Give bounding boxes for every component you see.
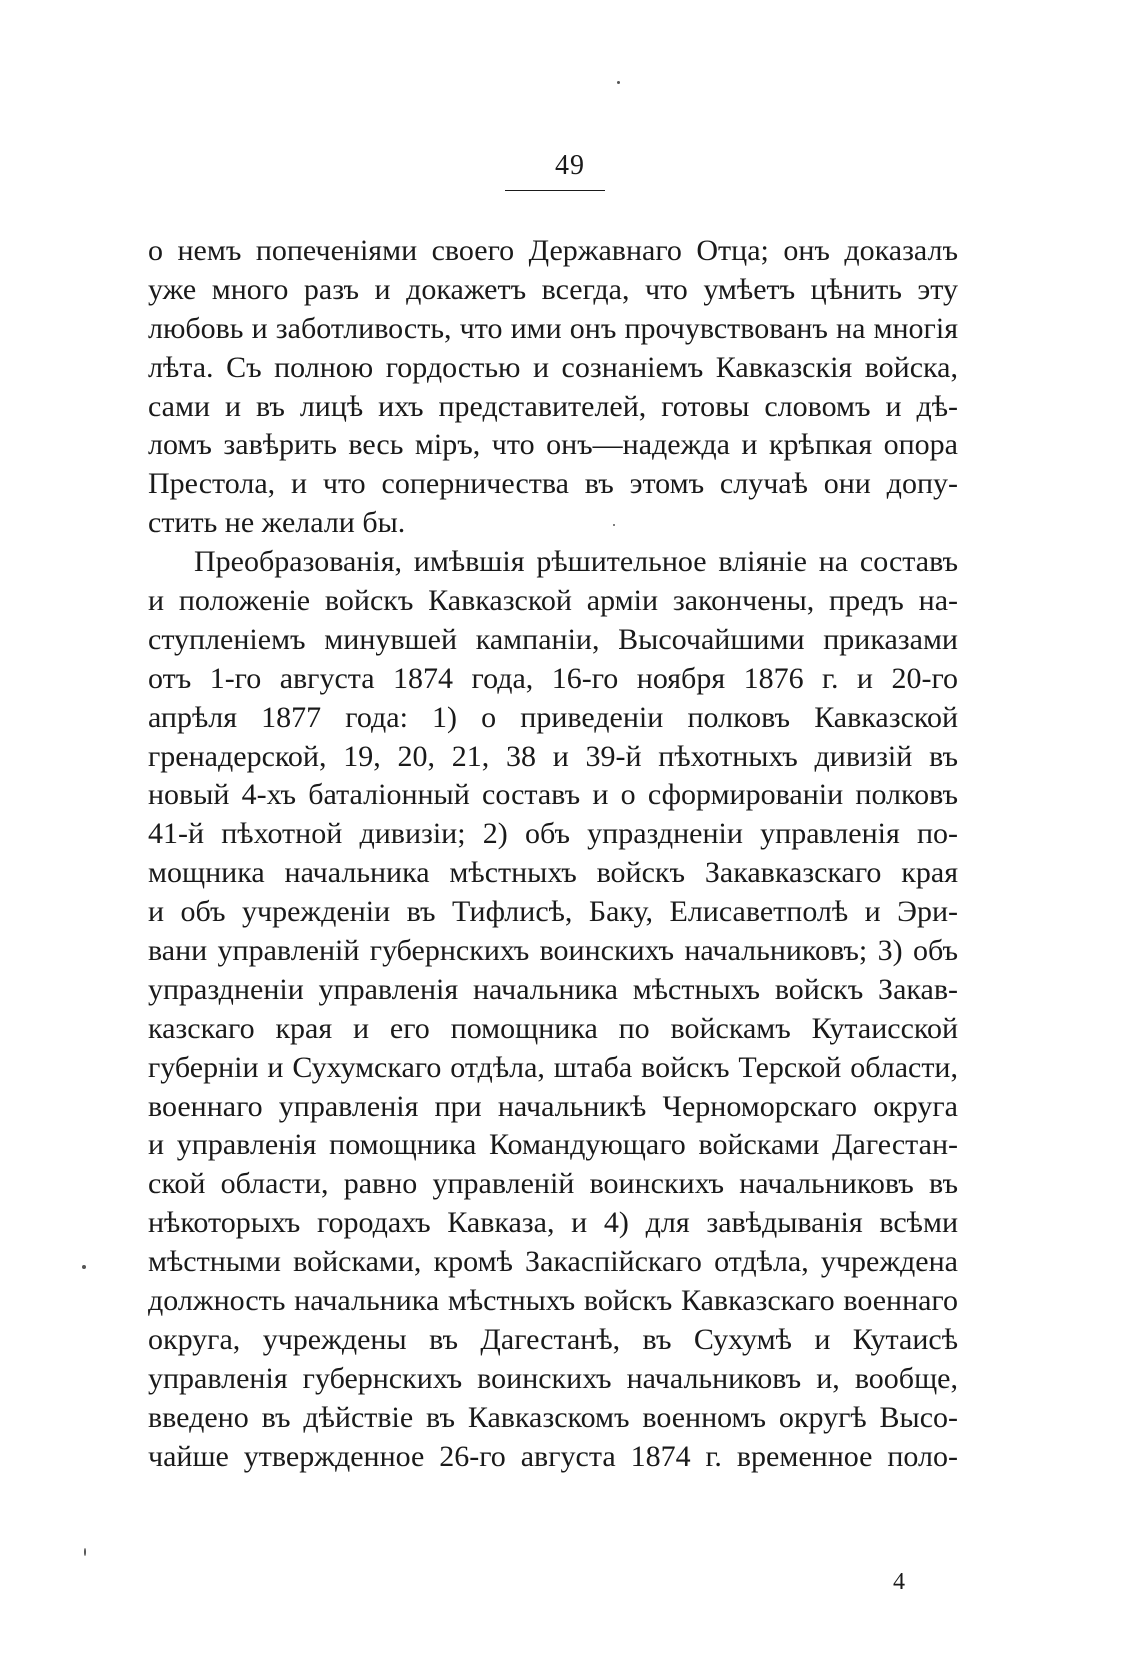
- text-line: новый 4-хъ баталіонный составъ и о сформированіи полковъ: [148, 778, 958, 812]
- paragraph-start-line: Преобразованія, имѣвшія рѣшительное вліяніе на составъ: [194, 545, 958, 579]
- text-line: управленія губернскихъ воинскихъ начальниковъ и, вообще,: [148, 1361, 958, 1395]
- body-text: [148, 232, 958, 1477]
- text-line: и положеніе войскъ Кавказской арміи закончены, предъ на-: [148, 584, 958, 618]
- text-line: мѣстными войсками, кромѣ Закаспійскаго отдѣла, учреждена: [148, 1245, 958, 1279]
- signature-mark: 4: [893, 1569, 905, 1595]
- text-line: стить не желали бы.: [148, 506, 406, 540]
- scan-speck: [617, 81, 620, 84]
- text-line: лѣта. Съ полною гордостью и сознаніемъ Кавказскія войска,: [148, 350, 958, 384]
- text-line: Престола, и что соперничества въ этомъ случаѣ они допу-: [148, 467, 958, 501]
- text-line: ломъ завѣрить весь міръ, что онъ—надежда и крѣпкая опора: [148, 428, 958, 462]
- text-line: округа, учреждены въ Дагестанѣ, въ Сухумѣ и Кутаисѣ: [148, 1322, 958, 1356]
- page-number-rule: [505, 190, 605, 191]
- text-line: 41-й пѣхотной дивизіи; 2) объ упраздненіи управленія по-: [148, 817, 958, 851]
- text-line: ской области, равно управленій воинскихъ начальниковъ въ: [148, 1167, 958, 1201]
- text-line: о немъ попеченіями своего Державнаго Отца; онъ доказалъ: [148, 234, 958, 267]
- text-line: чайше утвержденное 26-го августа 1874 г. временное поло-: [148, 1439, 958, 1473]
- text-line: отъ 1-го августа 1874 года, 16-го ноября 1876 г. и 20-го: [148, 661, 958, 695]
- text-line: гренадерской, 19, 20, 21, 38 и 39-й пѣхотныхъ дивизій въ: [148, 739, 958, 773]
- text-line: мощника начальника мѣстныхъ войскъ Закавказскаго края: [148, 856, 958, 890]
- scan-speck: [613, 524, 615, 526]
- text-line: ступленіемъ минувшей кампаніи, Высочайшими приказами: [148, 622, 958, 656]
- text-line: должность начальника мѣстныхъ войскъ Кавказскаго военнаго: [148, 1284, 958, 1318]
- text-line: вани управленій губернскихъ воинскихъ начальниковъ; 3) объ: [148, 934, 958, 968]
- text-line: и управленія помощника Командующаго войсками Дагестан-: [148, 1128, 958, 1162]
- text-line: и объ учрежденіи въ Тифлисѣ, Баку, Елисаветполѣ и Эри-: [148, 895, 958, 929]
- page-number: 49: [555, 150, 585, 181]
- text-line: уже много разъ и докажетъ всегда, что умѣетъ цѣнить эту: [148, 272, 958, 306]
- text-line: казскаго края и его помощника по войскамъ Кутаисской: [148, 1011, 958, 1045]
- text-line: введено въ дѣйствіе въ Кавказскомъ военномъ округѣ Высо-: [148, 1400, 958, 1434]
- text-line: нѣкоторыхъ городахъ Кавказа, и 4) для завѣдыванія всѣми: [148, 1206, 958, 1240]
- text-line: упраздненіи управленія начальника мѣстныхъ войскъ Закав-: [148, 972, 958, 1006]
- text-line: сами и въ лицѣ ихъ представителей, готовы словомъ и дѣ-: [148, 389, 958, 423]
- text-line: губерніи и Сухумскаго отдѣла, штаба войскъ Терской области,: [148, 1050, 958, 1084]
- scan-speck: [84, 1548, 86, 1556]
- text-line: военнаго управленія при начальникѣ Черноморскаго округа: [148, 1089, 958, 1123]
- text-line: любовь и заботливость, что ими онъ прочувствованъ на многія: [148, 311, 958, 345]
- text-line: апрѣля 1877 года: 1) о приведеніи полковъ Кавказской: [148, 700, 958, 734]
- scan-speck: [82, 1265, 86, 1269]
